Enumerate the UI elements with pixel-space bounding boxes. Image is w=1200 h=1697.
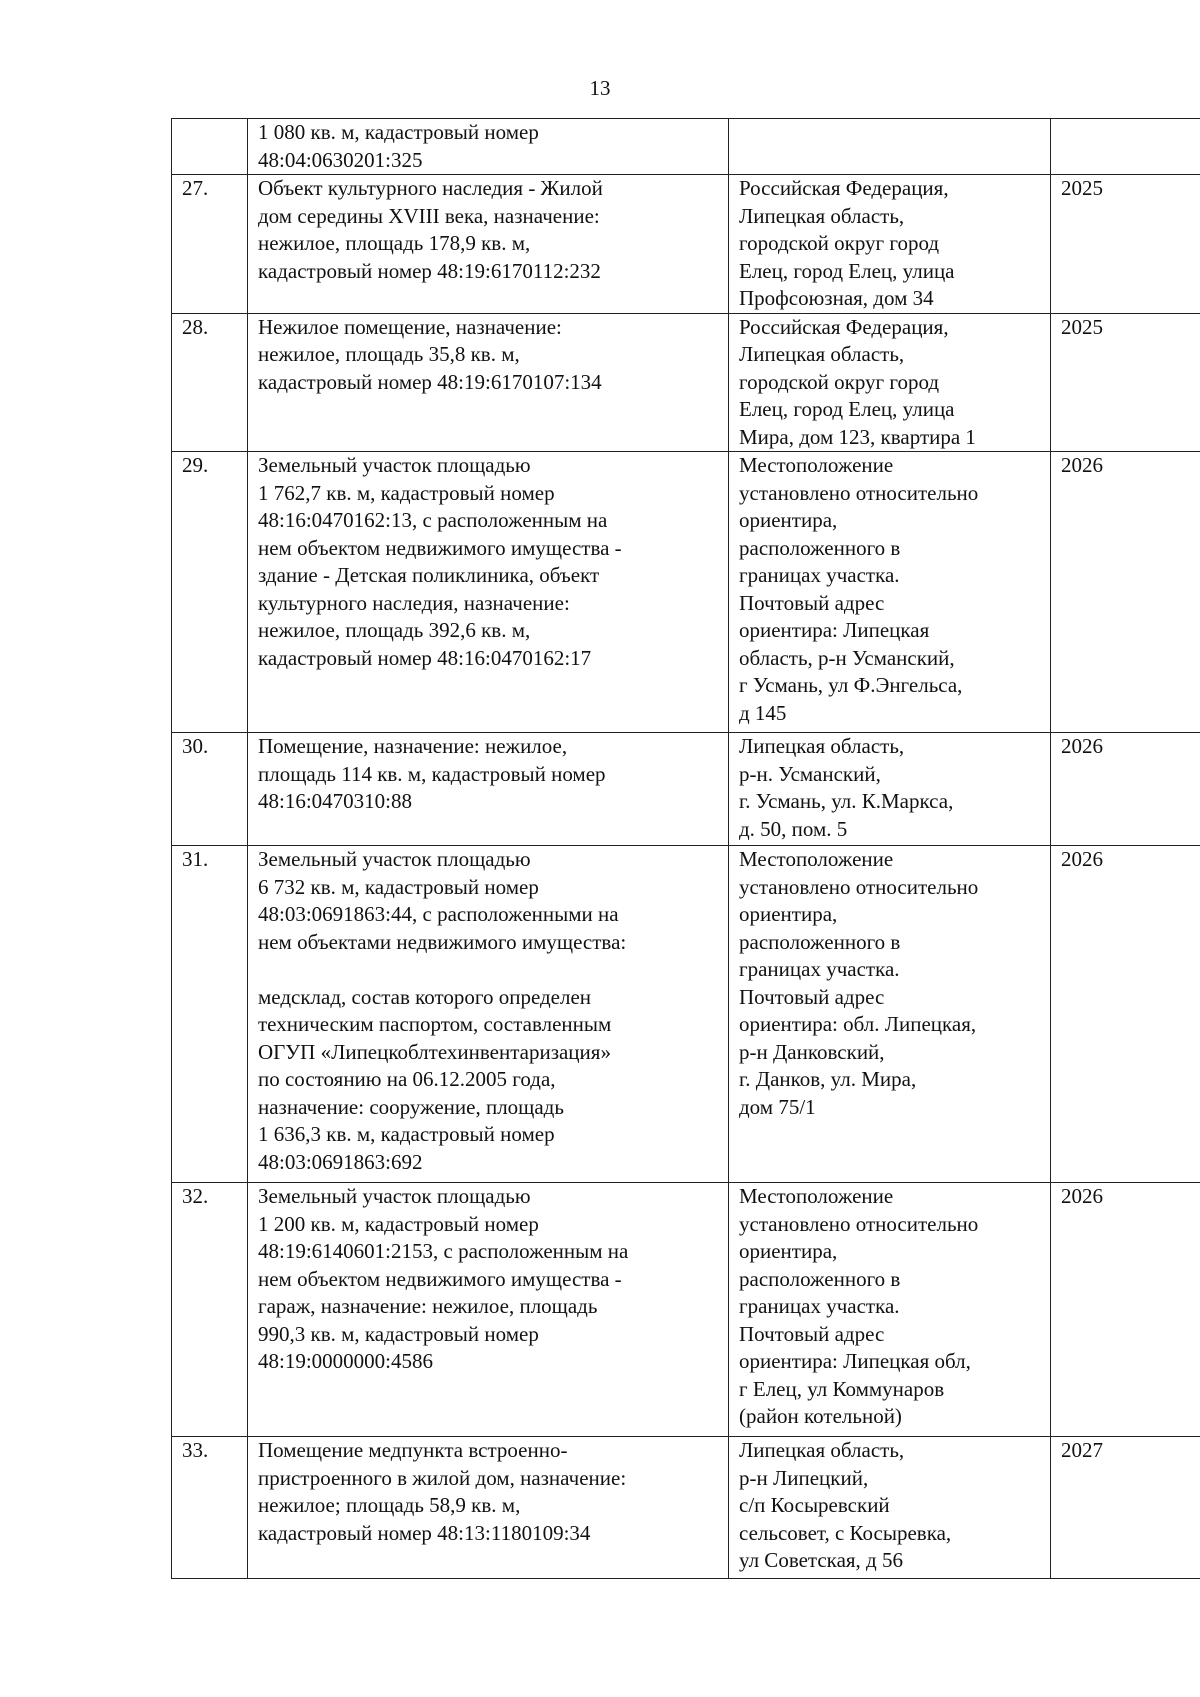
transfer-year [1051, 119, 1200, 175]
table-row [172, 1437, 1200, 1579]
transfer-year: 2026 [1051, 733, 1200, 846]
table-row [172, 1183, 1200, 1437]
row-number: 29. [172, 452, 248, 733]
property-description: 1 080 кв. м, кадастровый номер 48:04:0630201:325 [248, 119, 729, 175]
property-description: Помещение медпункта встроенно- пристроенного в жилой дом, назначение: нежилое; площадь 58,9 кв. м, кадастровый номер 48:13:1180109:34 [248, 1437, 729, 1579]
table-row [172, 452, 1200, 733]
transfer-year: 2026 [1051, 846, 1200, 1183]
row-number: 27. [172, 175, 248, 314]
table-row [172, 119, 1200, 175]
row-number: 33. [172, 1437, 248, 1579]
property-address: Российская Федерация, Липецкая область, городской округ город Елец, город Елец, улица Профсоюзная, дом 34 [729, 175, 1051, 314]
transfer-year: 2026 [1051, 1183, 1200, 1437]
property-description: Земельный участок площадью 1 200 кв. м, кадастровый номер 48:19:6140601:2153, с расположенным на нем объектом недвижимого имущества - гараж, назначение: нежилое, площадь 990,3 кв. м, кадастровый номер 48:19:0000000:4586 [248, 1183, 729, 1437]
row-number: 30. [172, 733, 248, 846]
transfer-year: 2027 [1051, 1437, 1200, 1579]
row-number: 31. [172, 846, 248, 1183]
transfer-year: 2025 [1051, 175, 1200, 314]
property-description: Земельный участок площадью 6 732 кв. м, кадастровый номер 48:03:0691863:44, с расположенными на нем объектами недвижимого имущества: медсклад, состав которого определен техническим паспортом, составленным ОГУП «Липецкоблтехинвентаризация» по состоянию на 06.12.2005 года, назначение: сооружение, площадь 1 636,3 кв. м, кадастровый номер 48:03:0691863:692 [248, 846, 729, 1183]
page-number: 13 [589, 76, 611, 100]
property-description: Нежилое помещение, назначение: нежилое, площадь 35,8 кв. м, кадастровый номер 48:19:6170107:134 [248, 313, 729, 452]
property-address: Местоположение установлено относительно ориентира, расположенного в границах участка. Почтовый адрес ориентира: Липецкая область, р-н Усманский, г Усмань, ул Ф.Энгельса, д 145 [729, 452, 1051, 733]
row-number [172, 119, 248, 175]
property-table [171, 118, 1200, 1579]
property-address: Липецкая область, р-н. Усманский, г. Усмань, ул. К.Маркса, д. 50, пом. 5 [729, 733, 1051, 846]
property-address [729, 119, 1051, 175]
property-address: Липецкая область, р-н Липецкий, с/п Косыревский сельсовет, с Косыревка, ул Советская, д 56 [729, 1437, 1051, 1579]
property-description: Помещение, назначение: нежилое, площадь 114 кв. м, кадастровый номер 48:16:0470310:88 [248, 733, 729, 846]
transfer-year: 2025 [1051, 313, 1200, 452]
table-row [172, 313, 1200, 452]
property-description: Объект культурного наследия - Жилой дом середины XVIII века, назначение: нежилое, площадь 178,9 кв. м, кадастровый номер 48:19:6170112:232 [248, 175, 729, 314]
property-description: Земельный участок площадью 1 762,7 кв. м, кадастровый номер 48:16:0470162:13, с расположенным на нем объектом недвижимого имущества - здание - Детская поликлиника, объект культурного наследия, назначение: нежилое, площадь 392,6 кв. м, кадастровый номер 48:16:0470162:17 [248, 452, 729, 733]
table-row [172, 733, 1200, 846]
table-row [172, 846, 1200, 1183]
property-address: Российская Федерация, Липецкая область, городской округ город Елец, город Елец, улица Мира, дом 123, квартира 1 [729, 313, 1051, 452]
row-number: 32. [172, 1183, 248, 1437]
row-number: 28. [172, 313, 248, 452]
property-address: Местоположение установлено относительно ориентира, расположенного в границах участка. Почтовый адрес ориентира: Липецкая обл, г Елец, ул Коммунаров (район котельной) [729, 1183, 1051, 1437]
table-row [172, 175, 1200, 314]
transfer-year: 2026 [1051, 452, 1200, 733]
property-address: Местоположение установлено относительно ориентира, расположенного в границах участка. Почтовый адрес ориентира: обл. Липецкая, р-н Данковский, г. Данков, ул. Мира, дом 75/1 [729, 846, 1051, 1183]
